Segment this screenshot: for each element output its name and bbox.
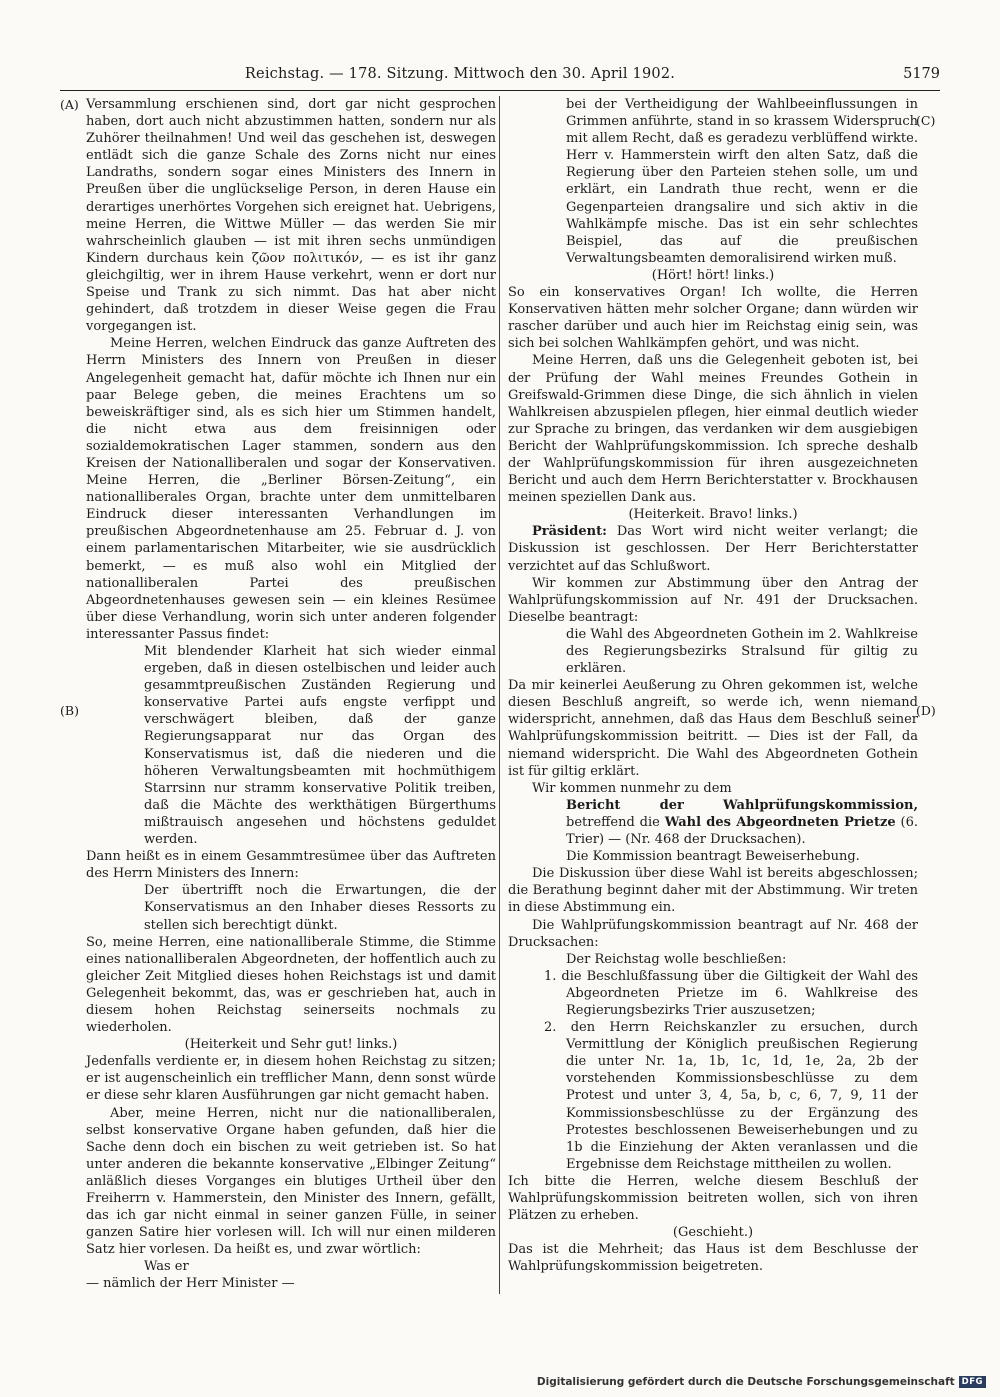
paragraph (86, 1105, 496, 1259)
paragraph (508, 523, 918, 574)
paragraph (508, 96, 918, 267)
paragraph (86, 934, 496, 1037)
paragraph (508, 575, 918, 626)
paragraph (508, 797, 918, 848)
paragraph (508, 284, 918, 352)
paragraph-text: (Heiterkeit und Sehr gut! links.) (184, 1037, 398, 1053)
paragraph (508, 267, 918, 284)
footer-text: Digitalisierung gefördert durch die Deutsche Forschungsgemeinschaft (536, 1376, 955, 1388)
paragraph-text: (Heiterkeit. Bravo! links.) (628, 507, 798, 523)
paragraph-text: die Wahl des Abgeordneten Gothein im 2. Wahlkreise des Regierungsbezirks Stralsund für giltig zu erklären. (566, 626, 918, 677)
paragraph (508, 848, 918, 865)
page-header (60, 66, 940, 91)
paragraph (86, 882, 496, 933)
paragraph-text: Die Wahlprüfungskommission beantragt auf Nr. 468 der Drucksachen: (508, 917, 918, 950)
right-column (508, 96, 918, 1275)
paragraph-text: Der Reichstag wolle beschließen: (566, 951, 787, 967)
paragraph-text: So, meine Herren, eine nationalliberale Stimme, die Stimme eines nationalliberalen Abgeordneten, der hoffentlich auch zu gleicher Zeit Mitglied dieses hohen Reichstags ist und damit Gelegenheit bekommt, das, was er geschrieben hat, auch in diesem hohen Reichstag seinerseits nochmals zu wiederholen. (86, 934, 496, 1036)
left-column (86, 96, 496, 1293)
margin-marker-c: (C) (916, 113, 936, 128)
paragraph (508, 1019, 918, 1173)
paragraph-text: Aber, meine Herren, nicht nur die nationalliberalen, selbst konservative Organe haben gefunden, daß hier die Sache denn doch ein bischen zu weit getrieben ist. So hat unter anderen die bekannte konservative „Elbinger Zeitung“ anläßlich dieses Vorganges ein blutiges Urtheil über den Freiherrn v. Hammerstein, den Minister des Innern, gefällt, das ich gar nicht einmal in seiner ganzen Fülle, in seiner ganzen Satire hier vorlesen will. Ich will nur einen milderen Satz hier vorlesen. Da heißt es, und zwar wörtlich: (86, 1105, 496, 1258)
header-title: Reichstag. — 178. Sitzung. Mittwoch den 30. April 1902. (244, 66, 676, 82)
bold-text: Bericht der Wahlprüfungskommission, (566, 797, 918, 813)
paragraph-text: So ein konservatives Organ! Ich wollte, die Herren Konservativen hätten mehr solcher Organe; dann würden wir rascher darüber und auch hier im Reichstag einig sein, was sich bei solchen Wahlkämpfen gehört, und was nicht. (508, 285, 918, 352)
paragraph-text: Das ist die Mehrheit; das Haus ist dem Beschlusse der Wahlprüfungskommission beigetreten. (508, 1242, 918, 1275)
paragraph-text: (6. Trier) — (Nr. 468 der Drucksachen). (566, 814, 918, 848)
paragraph-text: Wir kommen nunmehr zu dem (532, 780, 732, 796)
paragraph-text: Mit blendender Klarheit hat sich wieder einmal ergeben, daß in diesen ostelbischen und leider auch gesammtpreußischen Zuständen Regierung und konservative Partei aufs engste verfippt und verschwägert bleiben, daß der ganze Regierungsapparat nur das Organ des Konservatismus ist, daß die niederen und die höheren Verwaltungsbeamten mit hochmüthigem Starrsinn nur stramm konservative Politik treiben, daß die Mächte des werkthätigen Bürgerthums mißtrauisch angesehen und höchstens geduldet werden. (144, 644, 496, 848)
paragraph-text: Versammlung erschienen sind, dort gar nicht gesprochen haben, dort auch nicht abzustimmen hatten, sondern nur als Zuhörer theilnahmen! Und weil das geschehen ist, deswegen entlädt sich die ganze Schale des Zorns nicht nur eines Landraths, sondern sogar eines Ministers des Innern in Preußen über die unglückselige Person, in deren Hause ein derartiges unerhörtes Vorgehen sich ereignet hat. Uebrigens, meine Herren, die Wittwe Müller — das werden Sie mir wahrscheinlich glauben — ist mit ihren sechs unmündigen Kindern durchaus kein ζῶον πολιτικόν, — es ist ihr ganz gleichgiltig, wer in ihrem Hause verkehrt, wenn er dort nur Speise und Trank zu sich nimmt. Das hat aber nicht gehindert, daß trotzdem in dieser Weise gegen die Frau vorgegangen ist. (86, 97, 496, 335)
dfg-logo: DFG (959, 1376, 986, 1388)
paragraph (86, 1036, 496, 1053)
paragraph-text: Dann heißt es in einem Gesammtresümee über das Auftreten des Herrn Ministers des Innern: (86, 849, 496, 882)
paragraph-text: Jedenfalls verdiente er, in diesem hohen Reichstag zu sitzen; er ist augenscheinlich ein trefflicher Mann, denn sonst würde er diese sehr klaren Ausführungen gar nicht gemacht haben. (86, 1054, 496, 1104)
paragraph-text: Das Wort wird nicht weiter verlangt; die Diskussion ist geschlossen. Der Herr Berichterstatter verzichtet auf das Schlußwort. (508, 524, 918, 574)
paragraph (86, 1053, 496, 1104)
paragraph-text: (Geschieht.) (672, 1225, 754, 1241)
paragraph (508, 1241, 918, 1275)
paragraph (86, 1275, 496, 1292)
paragraph (508, 917, 918, 951)
paragraph-text: Was er (144, 1259, 189, 1275)
paragraph-text: 2. den Herrn Reichskanzler zu ersuchen, durch Vermittlung der Königlich preußischen Regierung die unter Nr. 1a, 1b, 1c, 1d, 1e, 2a, 2b der vorstehenden Kommissionsbeschlüsse zu dem Protest und unter 3, 4, 5a, b, c, 6, 7, 9, 11 der Kommissionsbeschlüsse zu der Ergänzung des Protestes beschlossenen Beweiserhebungen und zu 1b die Einziehung der Akten veranlassen und die Ergebnisse dem Reichstage mittheilen zu wollen. (544, 1020, 918, 1172)
paragraph-text: — nämlich der Herr Minister — (86, 1276, 295, 1292)
paragraph (508, 1224, 918, 1241)
paragraph-text: Die Diskussion über diese Wahl ist bereits abgeschlossen; die Berathung beginnt daher mit der Abstimmung. Wir treten in diese Abstimmung ein. (508, 866, 918, 916)
paragraph-text: Die Kommission beantragt Beweiserhebung. (566, 849, 860, 865)
bold-text: Präsident: (532, 524, 607, 540)
paragraph-text: Wir kommen zur Abstimmung über den Antrag der Wahlprüfungskommission auf Nr. 491 der Drucksachen. Dieselbe beantragt: (508, 575, 918, 625)
margin-marker-b: (B) (60, 703, 79, 718)
paragraph (508, 677, 918, 780)
paragraph (86, 1258, 496, 1275)
column-divider (499, 96, 500, 1294)
paragraph (508, 780, 918, 797)
paragraph-text: betreffend die (566, 814, 665, 830)
margin-marker-a: (A) (60, 97, 79, 112)
paragraph-text: (Hört! hört! links.) (651, 267, 775, 283)
paragraph (86, 96, 496, 335)
bold-text: Wahl des Abgeordneten Prietze (664, 814, 896, 830)
page-number: 5179 (903, 66, 940, 82)
paragraph (508, 968, 918, 1019)
paragraph (86, 643, 496, 848)
paragraph-text: Ich bitte die Herren, welche diesem Beschluß der Wahlprüfungskommission beitreten wollen, sich von ihren Plätzen zu erheben. (508, 1173, 918, 1224)
paragraph (508, 865, 918, 916)
paragraph-text: Meine Herren, daß uns die Gelegenheit geboten ist, bei der Prüfung der Wahl meines Freundes Gothein in Greifswald-Grimmen diese Dinge, die sich ähnlich in vielen Wahlkreisen abzuspielen pflegen, hier einmal deutlich wieder zur Sprache zu bringen, das verdanken wir dem ausgiebigen Bericht der Wahlprüfungskommission. Ich spreche deshalb der Wahlprüfungskommission für ihren ausgezeichneten Bericht und auch dem Herrn Berichterstatter v. Brockhausen meinen speziellen Dank aus. (508, 353, 918, 506)
paragraph-text: Da mir keinerlei Aeußerung zu Ohren gekommen ist, welche diesen Beschluß angreift, so werde ich, wenn niemand widerspricht, annehmen, daß das Haus dem Beschluß seiner Wahlprüfungskommission beitritt. — Dies ist der Fall, da niemand widerspricht. Die Wahl des Abgeordneten Gothein ist für giltig erklärt. (508, 678, 918, 779)
paragraph-text: Meine Herren, welchen Eindruck das ganze Auftreten des Herrn Ministers des Innern von Preußen in dieser Angelegenheit gemacht hat, dafür möchte ich Ihnen nur ein paar Belege geben, die meines Erachtens um so beweiskräftiger sind, als es sich hier um Stimmen handelt, die nicht etwa aus dem freisinnigen oder sozialdemokratischen Lager stammen, sondern aus den Kreisen der Nationalliberalen und sogar der Konservativen. Meine Herren, die „Berliner Börsen-Zeitung“, ein nationalliberales Organ, brachte unter dem unmittelbaren Eindruck dieser interessanten Verhandlungen im preußischen Abgeordnetenhause am 25. Februar d. J. von einem parlamentarischen Mitarbeiter, wie sie ausdrücklich bemerkt, — es muß also wohl ein Mitglied der nationalliberalen Partei des preußischen Abgeordnetenhauses gewesen sein — ein kleines Resümee über diese Verhandlung, worin sich unter anderen folgender interessanter Passus findet: (86, 336, 496, 642)
paragraph (508, 506, 918, 523)
margin-marker-d: (D) (916, 703, 936, 718)
paragraph (508, 352, 918, 506)
footer (537, 1376, 986, 1388)
paragraph (508, 951, 918, 968)
paragraph-text: 1. die Beschlußfassung über die Giltigkeit der Wahl des Abgeordneten Prietze im 6. Wahlkreise des Regierungsbezirks Trier auszusetzen; (544, 968, 918, 1018)
paragraph-text: Der übertrifft noch die Erwartungen, die der Konservatismus an den Inhaber dieses Ressorts zu stellen sich berechtigt dünkt. (144, 883, 496, 933)
paragraph-text: bei der Vertheidigung der Wahlbeeinflussungen in Grimmen anführte, stand in so krassem Widerspruch mit allem Recht, daß es geradezu verblüffend wirkte. Herr v. Hammerstein wirft den alten Satz, daß die Regierung über den Parteien stehen solle, um und erklärt, ein Landrath thue recht, wenn er die Gegenparteien drangsalire und sich aktiv in die Wahlkämpfe mische. Das ist ein sehr schlechtes Beispiel, das auf die preußischen Verwaltungsbeamten demoralisirend wirken muß. (566, 97, 918, 266)
paragraph (508, 626, 918, 677)
paragraph (508, 1173, 918, 1224)
paragraph (86, 335, 496, 643)
paragraph (86, 848, 496, 882)
